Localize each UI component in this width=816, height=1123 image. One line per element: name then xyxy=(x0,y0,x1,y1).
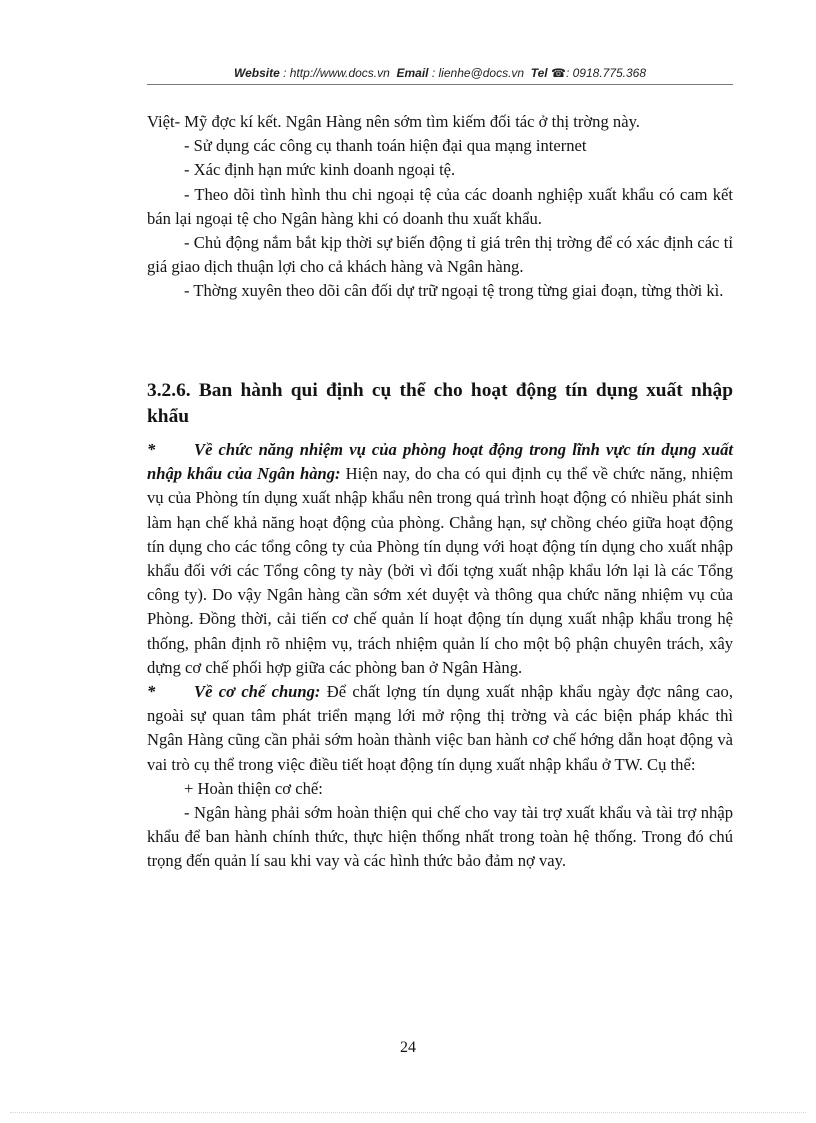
page-number: 24 xyxy=(400,1039,416,1056)
footer-divider xyxy=(10,1112,806,1113)
header-divider xyxy=(147,84,733,85)
page-header xyxy=(147,66,733,80)
tel-value: : 0918.775.368 xyxy=(565,66,647,80)
body-text xyxy=(147,110,733,304)
paragraph-5: - Chủ động nắm bắt kịp thời sự biến động tỉ giá trên thị trờng để có xác định các tỉ giá giao dịch thuận lợi cho cả khách hàng và Ngân hàng. xyxy=(147,233,733,277)
bullet-star: * xyxy=(147,440,156,459)
paragraph-2: - Sử dụng các công cụ thanh toán hiện đại qua mạng internet xyxy=(184,136,587,156)
item-1-lead: Về chức năng nhiệm vụ của phòng hoạt động trong lĩnh vực tín dụng xuất nhập khẩu của Ngân hàng: xyxy=(147,440,733,484)
section-heading: 3.2.6. Ban hành qui định cụ thể cho hoạt động tín dụng xuất nhập khẩu xyxy=(147,380,733,427)
tel-label: Tel xyxy=(530,66,548,80)
website-value: : http://www.docs.vn xyxy=(283,66,390,80)
section-item-2 xyxy=(147,680,733,777)
email-label: Email xyxy=(396,66,429,80)
item-1-text: Hiện nay, do cha có qui định cụ thể về chức năng, nhiệm vụ của Phòng tín dụng xuất nhập khẩu nên trong quá trình hoạt động có nhiều phát sinh làm hạn chế khả năng hoạt động của phòng. Chẳng hạn, sự chồng chéo giữa hoạt động tín dụng cho các tổng công ty của Phòng tín dụng với hoạt động tín dụng cho xuất nhập khẩu đối với các Tổng công ty này (bởi vì đối tợng xuất nhập khẩu lớn lại là các Tổng công ty). Do vậy Ngân hàng cần sớm xét duyệt và thông qua chức năng nhiệm vụ của Phòng. Đồng thời, cải tiến cơ chế quản lí hoạt động tín dụng xuất nhập khẩu trong hệ thống, phân định rõ nhiệm vụ, trách nhiệm quản lí cho một bộ phận chuyên trách, xây dựng cơ chế phối hợp giữa các phòng ban ở Ngân Hàng. xyxy=(147,464,733,677)
paragraph-6: - Thờng xuyên theo dõi cân đối dự trữ ngoại tệ trong từng giai đoạn, từng thời kì. xyxy=(184,281,724,301)
sub-item-2: - Ngân hàng phải sớm hoàn thiện qui chế cho vay tài trợ xuất khẩu và tài trợ nhập khẩu để ban hành chính thức, thực hiện thống nhất trong toàn hệ thống. Trong đó chú trọng đến quản lí sau khi vay và các hình thức bảo đảm nợ vay. xyxy=(147,803,733,871)
item-2-lead: Về cơ chế chung: xyxy=(194,682,321,702)
item-2-text: Để chất lợng tín dụng xuất nhập khẩu ngày đợc nâng cao, ngoài sự quan tâm phát triển mạng lới mở rộng thị trờng và các biện pháp khác thì Ngân Hàng cũng cần phải sớm hoàn thành việc ban hành cơ chế hớng dẫn hoạt động và vai trò cụ thể trong việc điều tiết hoạt động tín dụng xuất nhập khẩu ở TW. Cụ thể: xyxy=(147,682,733,774)
paragraph-3: - Xác định hạn mức kinh doanh ngoại tệ. xyxy=(184,160,456,180)
website-label: Website xyxy=(233,66,280,80)
bullet-star: * xyxy=(147,682,156,702)
paragraph-4: - Theo dõi tình hình thu chi ngoại tệ của các doanh nghiệp xuất khẩu có cam kết bán lại ngoại tệ cho Ngân hàng khi có doanh thu xuất khẩu. xyxy=(147,184,733,228)
phone-icon: ☎ xyxy=(551,66,566,80)
section-item-1 xyxy=(147,438,733,680)
email-value: : lienhe@docs.vn xyxy=(431,66,525,80)
section-body xyxy=(147,438,733,874)
sub-item-1: + Hoàn thiện cơ chế: xyxy=(184,778,323,798)
paragraph-1: Việt- Mỹ đợc kí kết. Ngân Hàng nên sớm tìm kiếm đối tác ở thị trờng này. xyxy=(147,112,640,131)
